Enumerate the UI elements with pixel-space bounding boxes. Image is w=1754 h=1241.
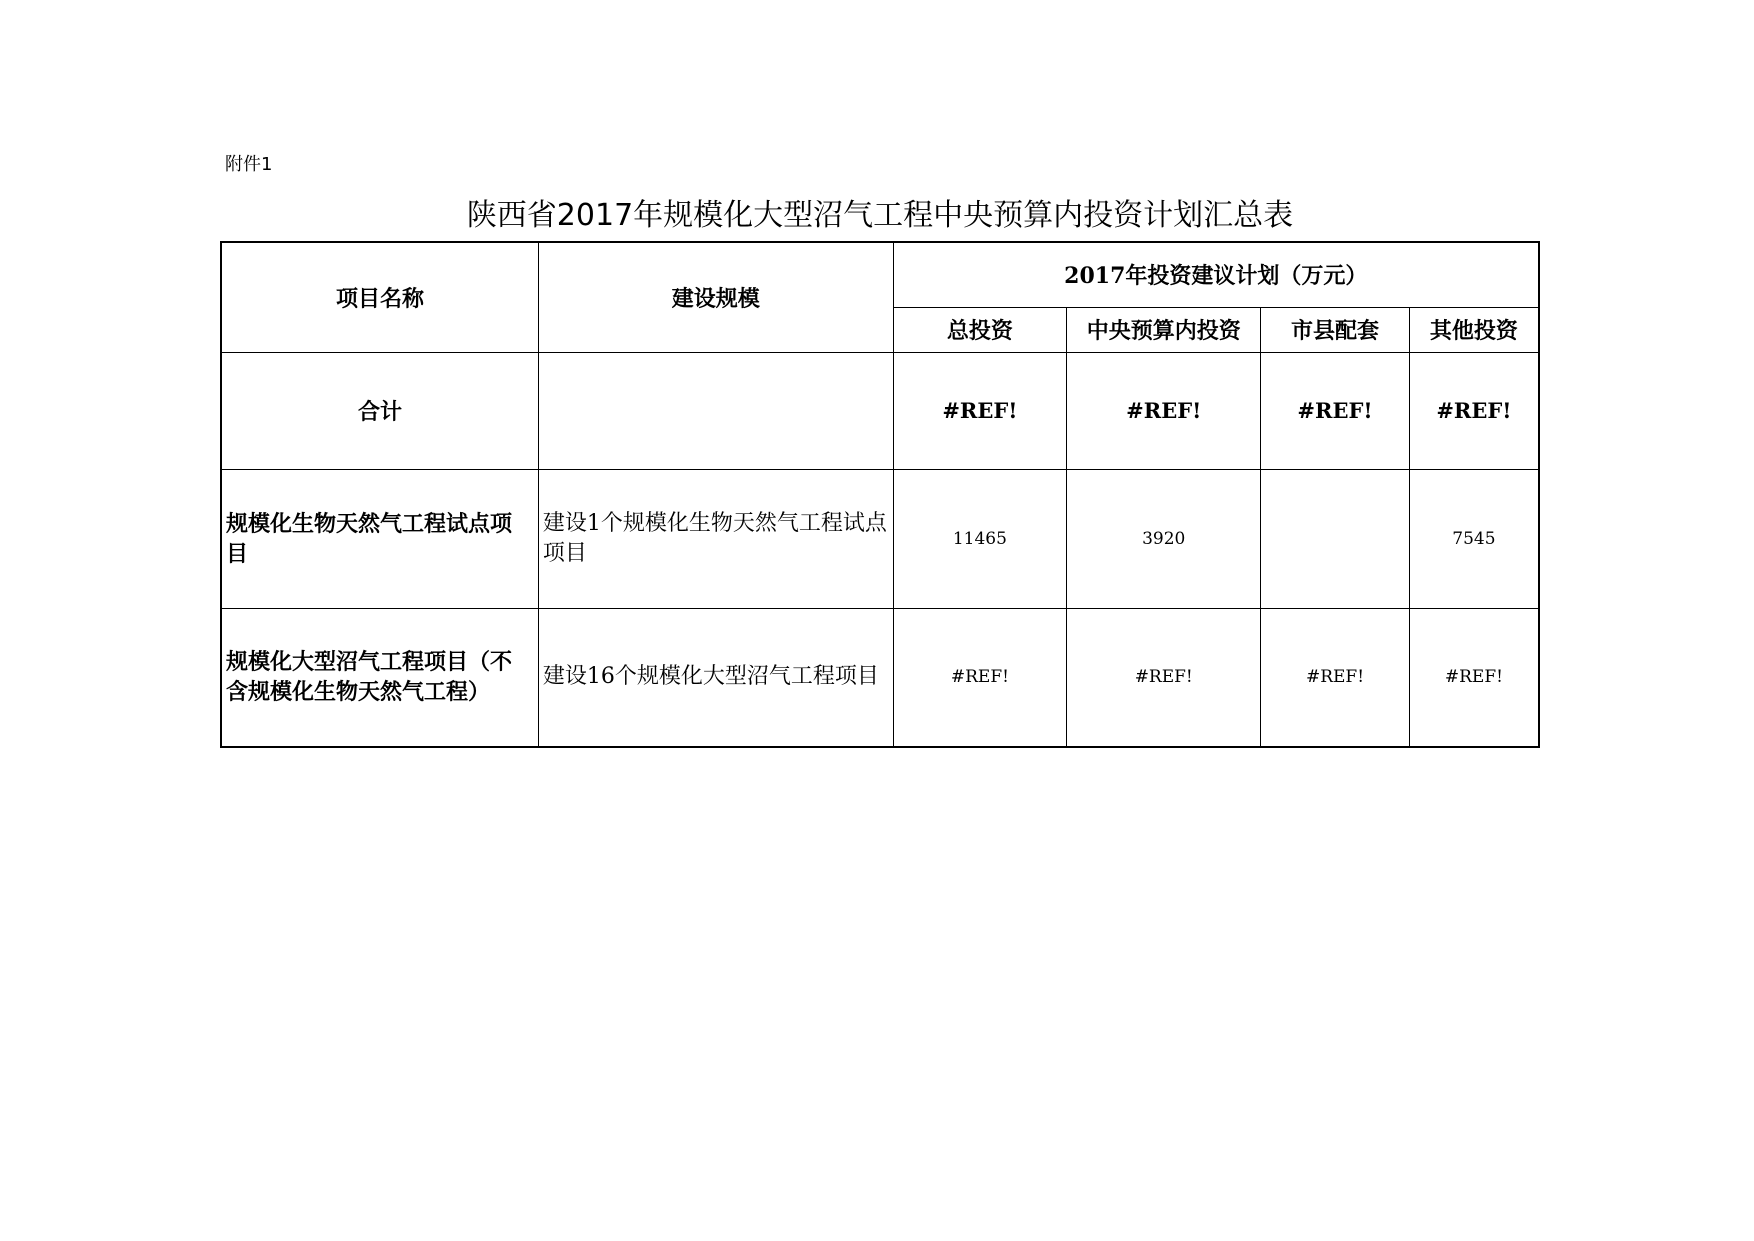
total-total-investment: #REF! (893, 352, 1067, 469)
row-city-county-match (1261, 469, 1410, 608)
row-other-investment: #REF! (1409, 608, 1539, 747)
row-construction-scale: 建设1个规模化生物天然气工程试点项目 (538, 469, 893, 608)
total-scale (538, 352, 893, 469)
row-project-name: 规模化生物天然气工程试点项目 (221, 469, 538, 608)
table-row (221, 469, 1539, 608)
header-project-name: 项目名称 (221, 242, 538, 352)
total-row (221, 352, 1539, 469)
total-central-budget: #REF! (1067, 352, 1261, 469)
header-row-1 (221, 242, 1539, 307)
header-construction-scale: 建设规模 (538, 242, 893, 352)
row-construction-scale: 建设16个规模化大型沼气工程项目 (538, 608, 893, 747)
header-city-county-match: 市县配套 (1261, 307, 1410, 352)
table-row (221, 608, 1539, 747)
row-central-budget: #REF! (1067, 608, 1261, 747)
row-total-investment: #REF! (893, 608, 1067, 747)
header-plan-group: 2017年投资建议计划（万元） (893, 242, 1539, 307)
header-other-investment: 其他投资 (1409, 307, 1539, 352)
row-central-budget: 3920 (1067, 469, 1261, 608)
header-central-budget: 中央预算内投资 (1067, 307, 1261, 352)
row-city-county-match: #REF! (1261, 608, 1410, 747)
header-total-investment: 总投资 (893, 307, 1067, 352)
page-title: 陕西省2017年规模化大型沼气工程中央预算内投资计划汇总表 (466, 198, 1294, 233)
row-project-name: 规模化大型沼气工程项目（不含规模化生物天然气工程） (221, 608, 538, 747)
investment-summary-table (220, 241, 1540, 748)
attachment-label: 附件1 (225, 154, 273, 175)
row-other-investment: 7545 (1409, 469, 1539, 608)
total-label: 合计 (221, 352, 538, 469)
total-other-investment: #REF! (1409, 352, 1539, 469)
row-total-investment: 11465 (893, 469, 1067, 608)
total-city-county-match: #REF! (1261, 352, 1410, 469)
